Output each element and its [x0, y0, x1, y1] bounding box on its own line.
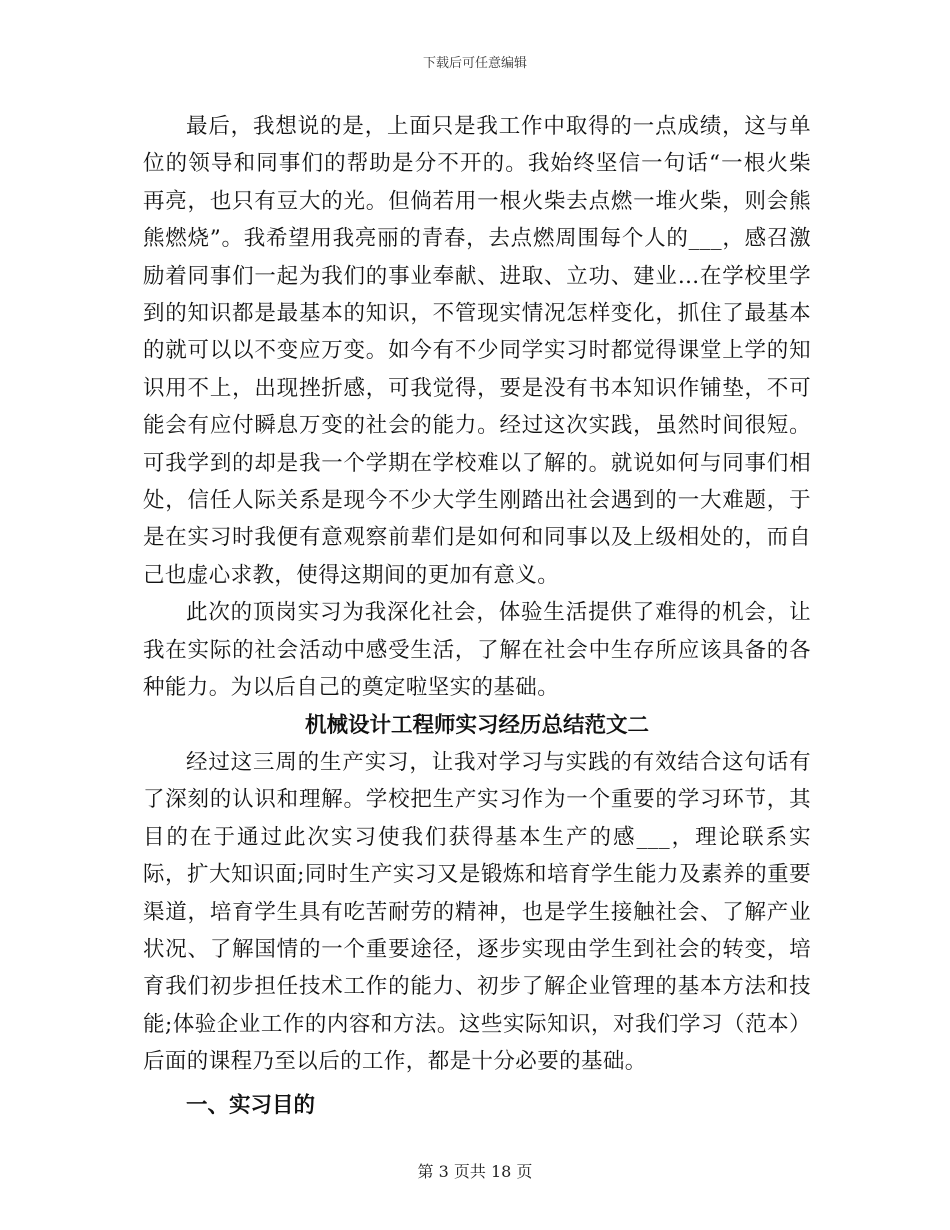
paragraph-production-internship: 经过这三周的生产实习，让我对学习与实践的有效结合这句话有了深刻的认识和理解。学校把生产实习作为一个重要的学习环节，其目的在于通过此次实习使我们获得基本生产的感___，理论联系实际，扩大知识面;同时生产实习又是锻炼和培育学生能力及素养的重要渠道，培育学生具有吃苦耐劳的精神，也是学生接触社会、了解产业状况、了解国情的一个重要途径，逐步实现由学生到社会的转变，培育我们初步担任技术工作的能力、初步了解企业管理的基本方法和技能;体验企业工作的内容和方法。这些实际知识，对我们学习（范本）后面的课程乃至以后的工作，都是十分必要的基础。 — [143, 749, 811, 1075]
document-body — [143, 108, 811, 1124]
subheading-internship-purpose: 一、实习目的 — [186, 1092, 316, 1118]
section-title: 机械设计工程师实习经历总结范文二 — [304, 712, 649, 738]
paragraph-conclusion: 最后，我想说的是，上面只是我工作中取得的一点成绩，这与单位的领导和同事们的帮助是分不开的。我始终坚信一句话“一根火柴再亮，也只有豆大的光。但倘若用一根火柴去点燃一堆火柴，则会熊熊燃烧”。我希望用我亮丽的青春，去点燃周围每个人的___，感召激励着同事们一起为我们的事业奉献、进取、立功、建业…在学校里学到的知识都是最基本的知识，不管现实情况怎样变化，抓住了最基本的就可以以不变应万变。如今有不少同学实习时都觉得课堂上学的知识用不上，出现挫折感，可我觉得，要是没有书本知识作铺垫，不可能会有应付瞬息万变的社会的能力。经过这次实践，虽然时间很短。可我学到的却是我一个学期在学校难以了解的。就说如何与同事们相处，信任人际关系是现今不少大学生刚踏出社会遇到的一大难题，于是在实习时我便有意观察前辈们是如何和同事以及上级相处的，而自己也虚心求教，使得这期间的更加有意义。 — [143, 114, 811, 588]
page-footer: 第 3 页共 18 页 — [417, 1162, 533, 1181]
paragraph-internship-value: 此次的顶岗实习为我深化社会，体验生活提供了难得的机会，让我在实际的社会活动中感受生活，了解在社会中生存所应该具备的各种能力。为以后自己的奠定啦坚实的基础。 — [143, 600, 811, 701]
page-header: 下载后可任意编辑 — [422, 56, 527, 71]
